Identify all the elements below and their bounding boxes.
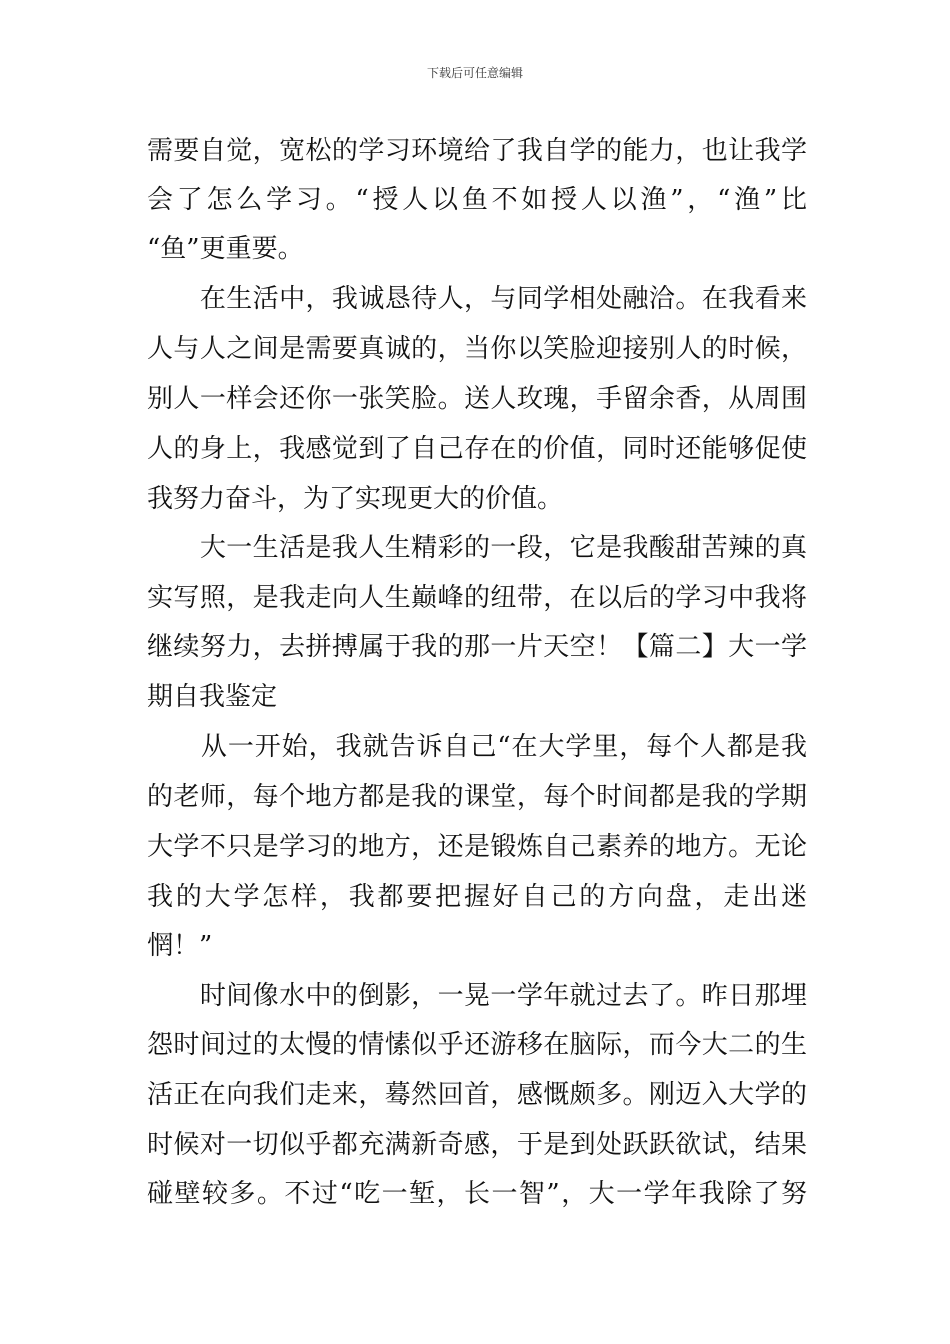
- page-header: 下载后可任意编辑: [426, 66, 523, 80]
- text-line: 实写照，是我走向人生巅峰的纽带，在以后的学习中我将: [147, 583, 807, 613]
- text-line: 继续努力，去拼搏属于我的那一片天空！【篇二】大一学: [147, 632, 807, 662]
- text-line: 人与人之间是需要真诚的，当你以笑脸迎接别人的时候，: [147, 334, 807, 364]
- text-line: 大一生活是我人生精彩的一段，它是我酸甜苦辣的真: [147, 533, 807, 563]
- text-line: 我努力奋斗，为了实现更大的价值。: [147, 484, 564, 514]
- text-line: 怨时间过的太慢的情愫似乎还游移在脑际，而今大二的生: [147, 1030, 807, 1060]
- text-line: 从一开始，我就告诉自己“在大学里，每个人都是我: [147, 732, 807, 762]
- text-line: 惘！”: [147, 931, 213, 961]
- text-line: 时候对一切似乎都充满新奇感，于是到处跃跃欲试，结果: [147, 1130, 807, 1160]
- text-line: 我的大学怎样，我都要把握好自己的方向盘，走出迷: [147, 882, 807, 912]
- text-line: 在生活中，我诚恳待人，与同学相处融洽。在我看来: [147, 284, 807, 314]
- text-line: “鱼”更重要。: [147, 234, 304, 264]
- text-line: 碰壁较多。不过“吃一堑，长一智”，大一学年我除了努: [147, 1179, 807, 1209]
- text-line: 别人一样会还你一张笑脸。送人玫瑰，手留余香，从周围: [147, 384, 807, 414]
- text-line: 会了怎么学习。“授人以鱼不如授人以渔”，“渔”比: [147, 185, 807, 215]
- text-line: 需要自觉，宽松的学习环境给了我自学的能力，也让我学: [147, 136, 807, 166]
- text-line: 期自我鉴定: [147, 682, 278, 712]
- text-line: 人的身上，我感觉到了自己存在的价值，同时还能够促使: [147, 434, 807, 464]
- text-line: 活正在向我们走来，蓦然回首，感慨颇多。刚迈入大学的: [147, 1080, 807, 1110]
- text-line: 时间像水中的倒影，一晃一学年就过去了。昨日那埋: [147, 981, 807, 1011]
- text-line: 的老师，每个地方都是我的课堂，每个时间都是我的学期: [147, 782, 807, 812]
- text-line: 大学不只是学习的地方，还是锻炼自己素养的地方。无论: [147, 832, 807, 862]
